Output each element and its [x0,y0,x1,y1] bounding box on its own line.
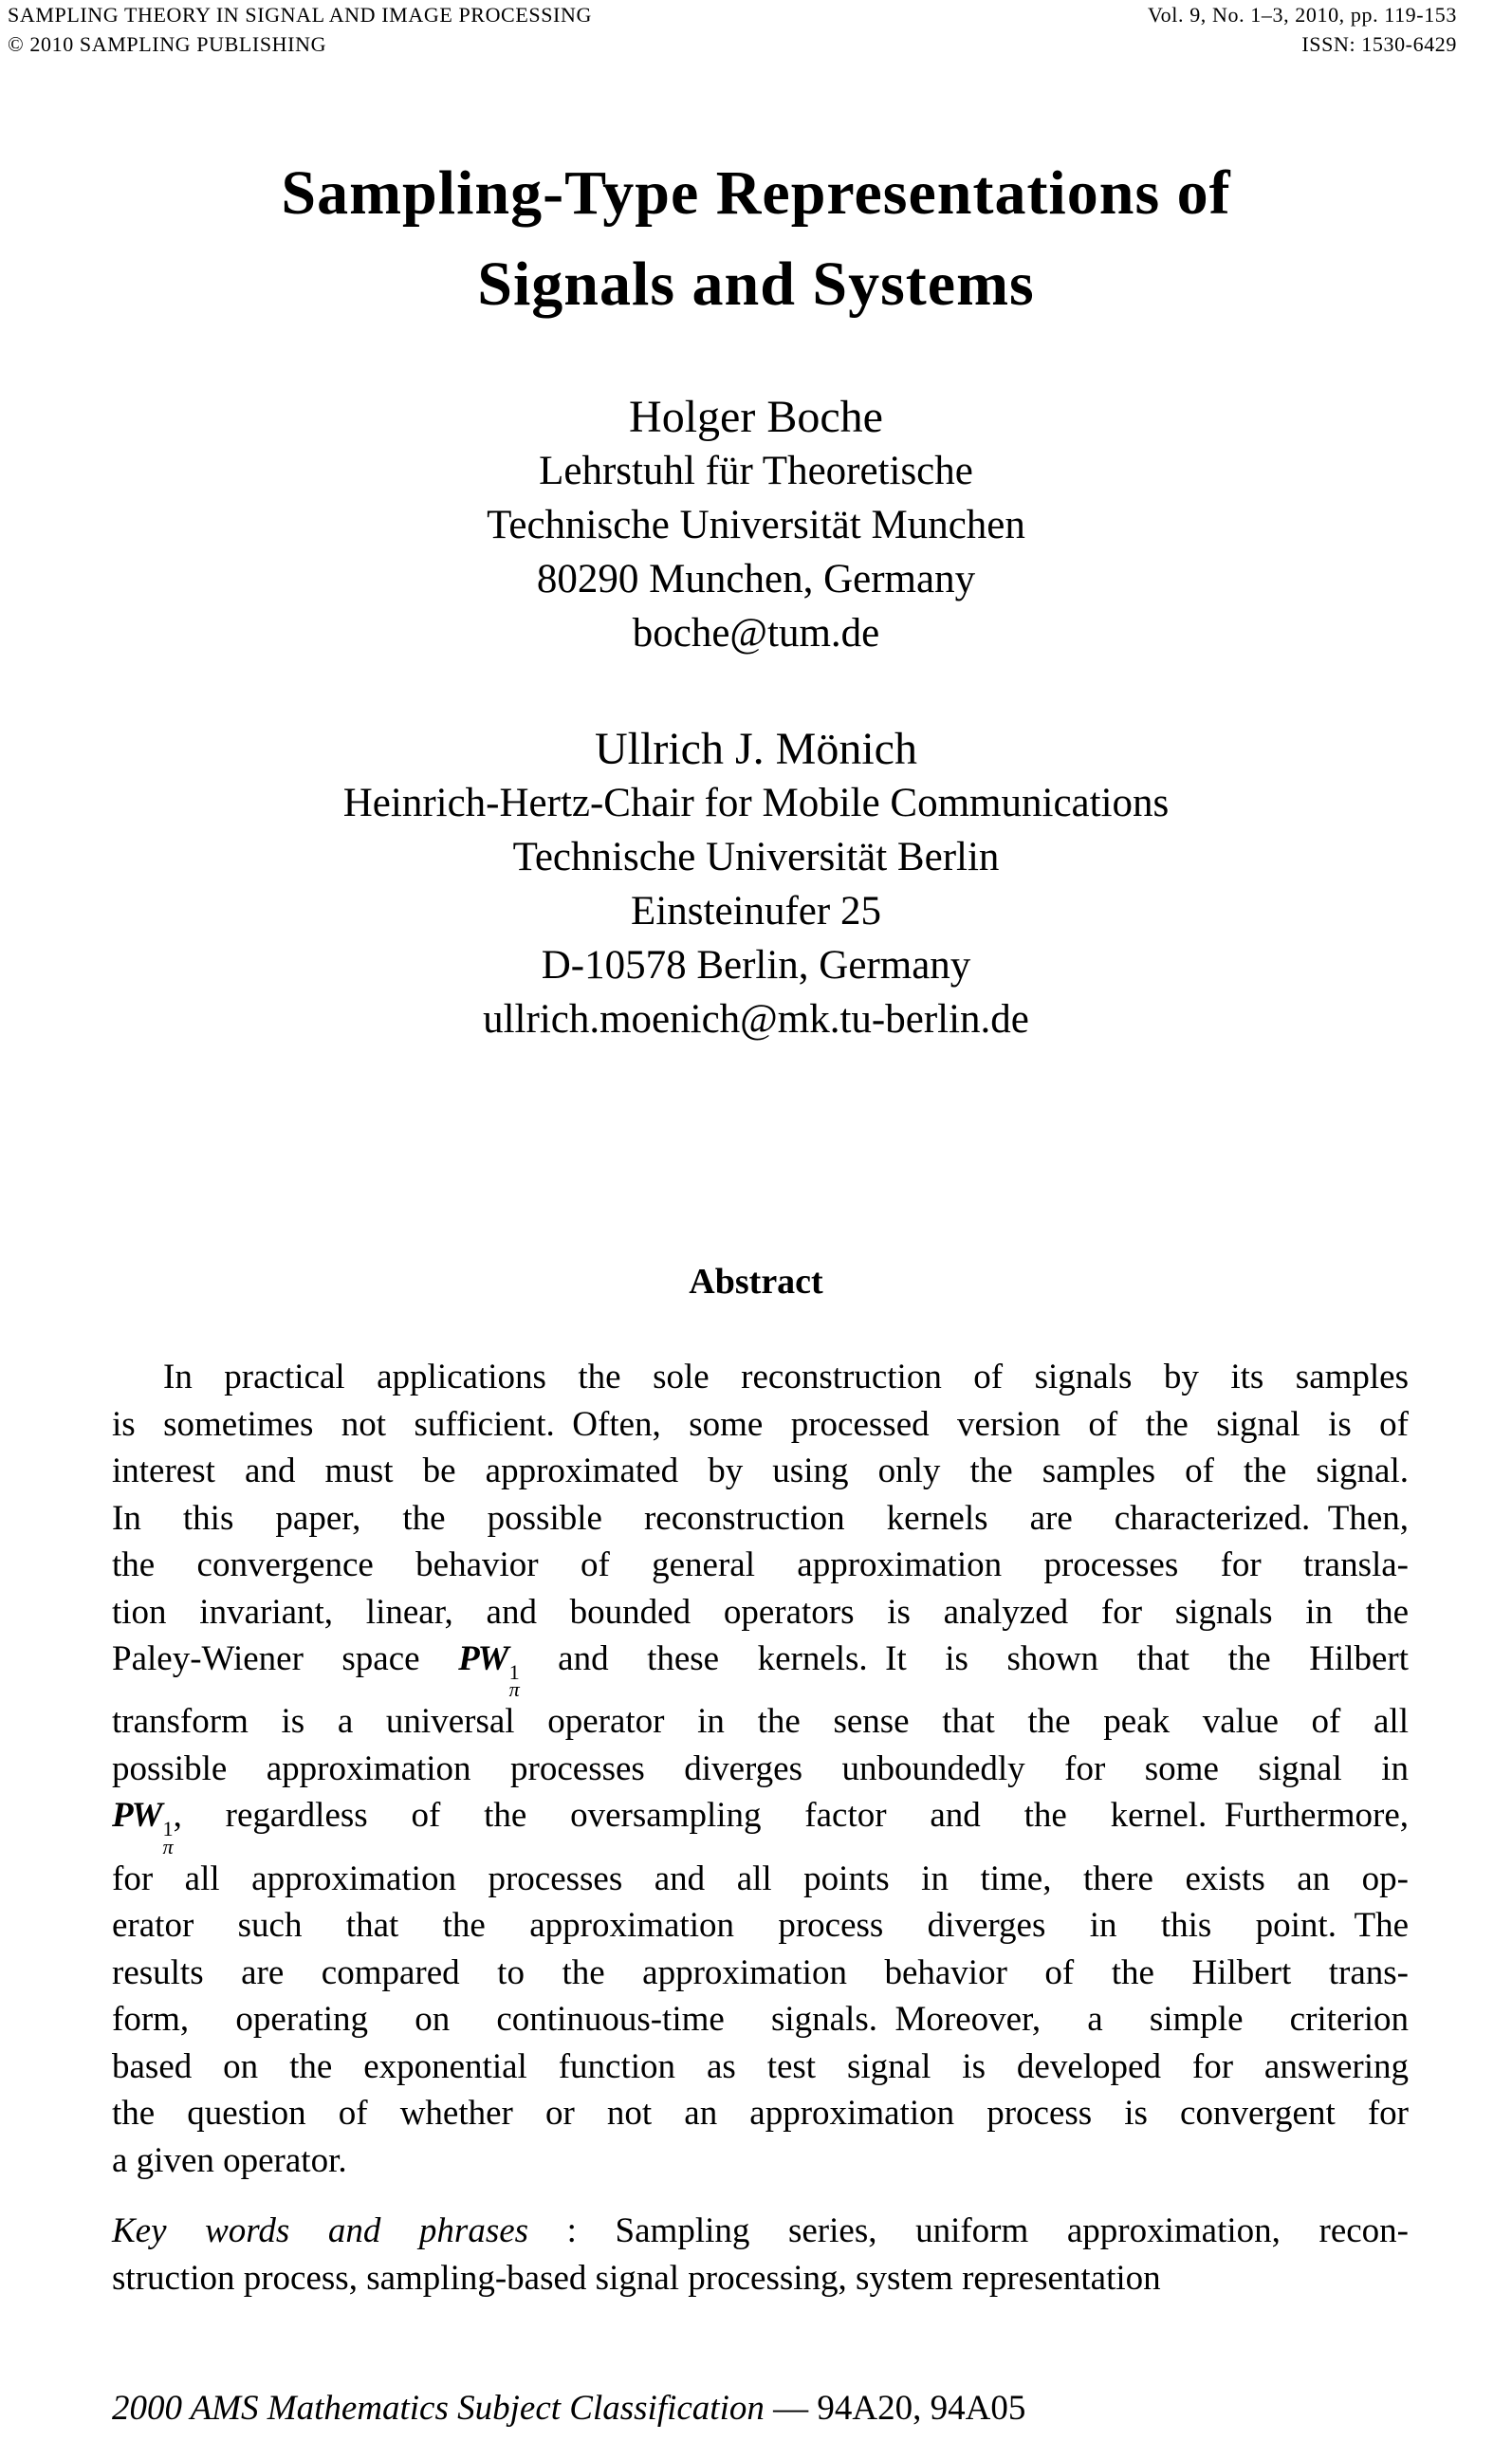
math-superscript: 1 [162,1817,174,1841]
paper-title [103,148,1409,330]
math-base: PW [112,1796,161,1836]
abstract-heading: Abstract [689,1262,823,1302]
journal-header-left [8,0,592,59]
text-segment: tion invariant, linear, and bounded operators is analyzed for signals in the [112,1592,1409,1632]
math-subscript: π [162,1834,174,1858]
author-affiliation-line: Technische Universität Munchen [487,503,1025,547]
math-superscript: 1 [508,1659,520,1684]
text-segment: In this paper, the possible reconstruction kernels are characterized. Then, [112,1498,1409,1538]
text-segment: struction process, sampling-based signal processing, system representation [112,2259,1161,2298]
author-affiliation-line: Lehrstuhl für Theoretische [539,449,973,493]
author-email: ullrich.moenich@mk.tu-berlin.de [483,997,1029,1042]
math-subscript: π [508,1677,520,1702]
text-segment: and these kernels. It is shown that the Hilbert [519,1639,1410,1678]
text-segment: interest and must be approximated by using only the samples of the signal. [112,1452,1409,1490]
text-segment: possible approximation processes diverges unboundedly for some signal in [112,1748,1409,1788]
journal-header [8,0,1457,59]
text-segment: based on the exponential function as test signal is developed for answering [112,2046,1409,2086]
journal-copyright: © 2010 SAMPLING PUBLISHING [8,32,327,56]
text-segment: , regardless of the oversampling factor and the kernel. Furthermore, [173,1796,1409,1836]
abstract-line [112,1495,1409,1543]
math-scripts [508,1659,520,1702]
abstract-line [112,1792,1409,1858]
math-scripts [162,1817,174,1858]
author-block [103,722,1409,1046]
abstract-line [112,2137,1409,2185]
journal-header-right [1148,0,1457,59]
abstract-line [112,1698,1409,1746]
journal-volume-pages: Vol. 9, No. 1–3, 2010, pp. 119-153 [1148,3,1457,27]
text-segment: the convergence behavior of general approximation processes for transla- [112,1545,1409,1584]
keywords-text [112,2208,1409,2302]
abstract-line [112,1354,1409,1401]
abstract-text [112,1354,1409,2184]
abstract-line [112,1746,1409,1793]
author-affiliation-line: Technische Universität Berlin [512,835,1000,879]
text-segment: is sometimes not sufficient. Often, some processed version of the signal is of [112,1404,1409,1444]
paper-title-line1: Sampling-Type Representations of [281,158,1231,228]
paley-wiener-symbol [458,1639,520,1702]
math-base: PW [458,1639,507,1678]
author-name: Ullrich J. Mönich [595,724,917,774]
author-name: Holger Boche [629,392,883,442]
classification-text [112,2385,1478,2432]
text-segment: Key words and phrases [112,2211,529,2250]
keywords-line [112,2208,1409,2255]
abstract-line [112,1856,1409,1903]
text-segment: form, operating on continuous-time signals. Moreover, a simple criterion [112,2000,1409,2040]
abstract-line [112,2043,1409,2091]
text-segment: — 94A20, 94A05 [764,2389,1026,2428]
text-segment: the question of whether or not an approximation process is convergent for [112,2094,1409,2134]
abstract-line [112,1902,1409,1950]
text-segment: transform is a universal operator in the sense that the peak value of all [112,1702,1409,1742]
text-segment: erator such that the approximation process diverges in this point. The [112,1906,1409,1946]
text-segment: In practical applications the sole reconstruction of signals by its samples [163,1358,1409,1396]
author-affiliation-line: Einsteinufer 25 [631,889,881,934]
text-segment: 2000 AMS Mathematics Subject Classification [112,2389,765,2428]
paley-wiener-symbol [112,1796,174,1858]
text-segment: a given operator. [112,2140,347,2180]
author-block [103,390,1409,660]
abstract-line [112,2090,1409,2137]
keywords-line [112,2255,1409,2302]
abstract-line [112,1448,1409,1495]
abstract-line [112,1542,1409,1589]
abstract-line [112,1950,1409,1997]
abstract-line [112,1636,1410,1702]
author-email: boche@tum.de [632,611,880,656]
text-segment: : Sampling series, uniform approximation, recon- [528,2211,1410,2250]
text-segment: results are compared to the approximation behavior of the Hilbert trans- [112,1952,1409,1992]
abstract-line [112,1401,1409,1449]
abstract-line [112,1589,1409,1637]
author-affiliation-line: 80290 Munchen, Germany [536,557,976,601]
journal-name: SAMPLING THEORY IN SIGNAL AND IMAGE PROCESSING [8,3,592,27]
text-segment: for all approximation processes and all points in time, there exists an op- [112,1858,1409,1898]
journal-issn: ISSN: 1530-6429 [1301,32,1457,56]
abstract-line [112,1996,1409,2043]
author-affiliation-line: Heinrich-Hertz-Chair for Mobile Communications [342,781,1170,825]
paper-title-line2: Signals and Systems [477,250,1035,319]
author-affiliation-line: D-10578 Berlin, Germany [541,943,971,988]
text-segment: Paley-Wiener space [112,1639,459,1678]
